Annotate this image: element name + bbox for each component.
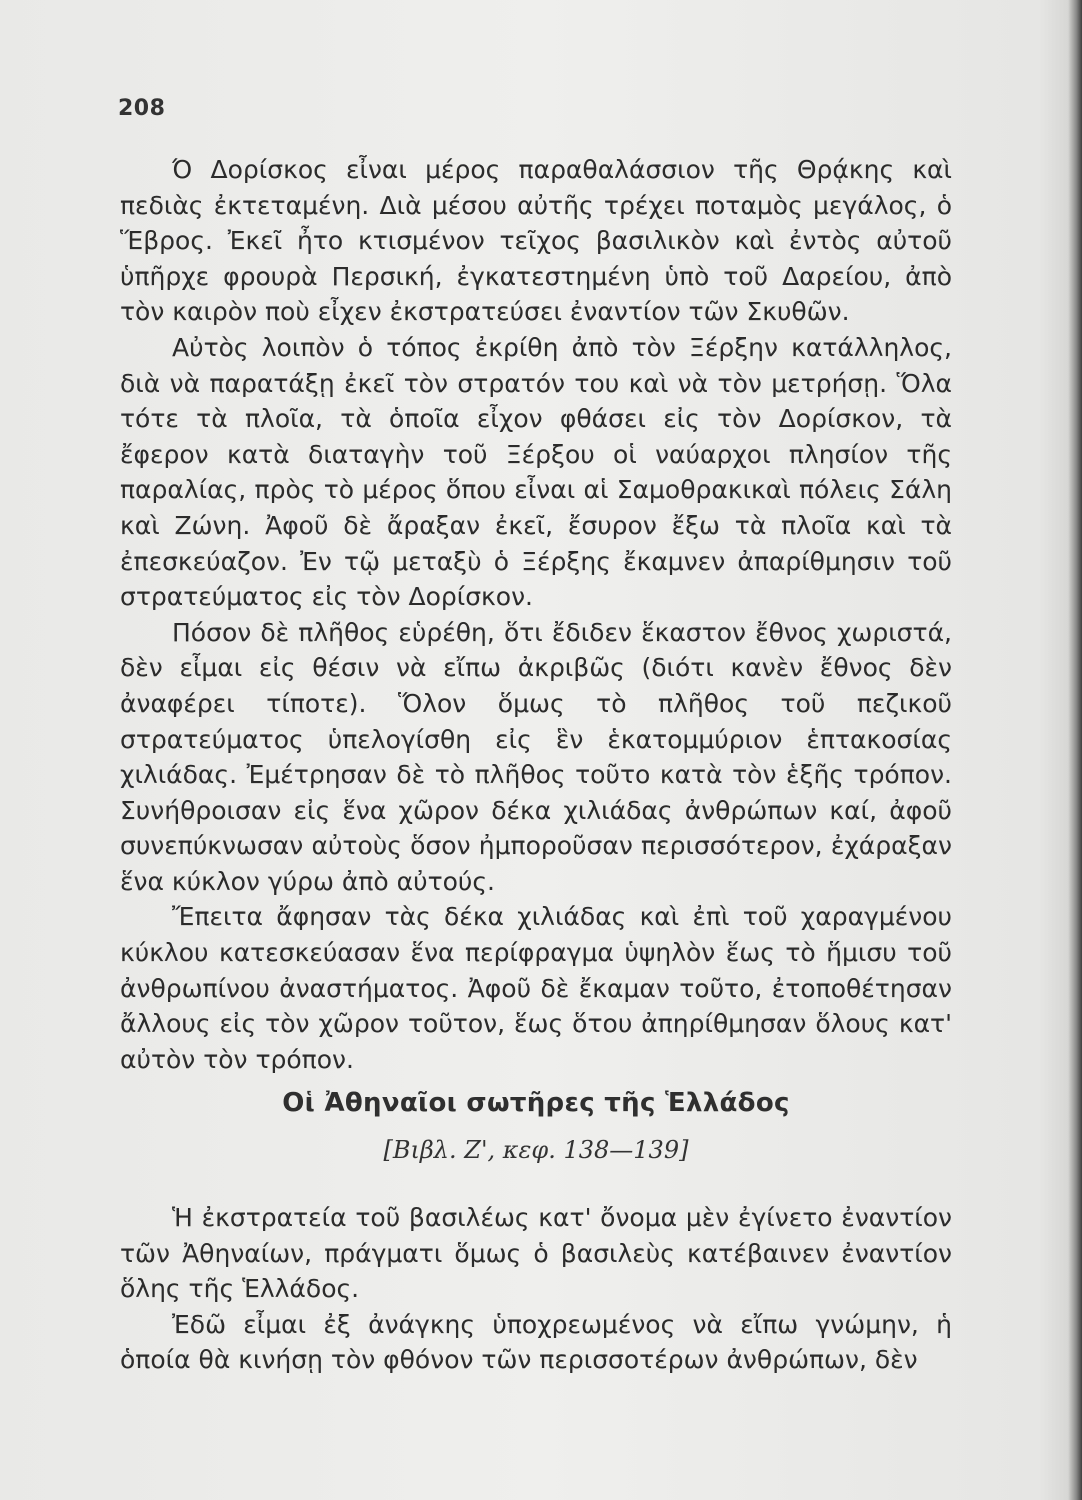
paragraph: Ἐδῶ εἶμαι ἐξ ἀνάγκης ὑποχρεωμένος νὰ εἴπω γνώμην, ἡ ὁποία θὰ κινήσῃ τὸν φθόνον τῶν περισσοτέρων ἀνθρώπων, δὲν (120, 1309, 952, 1375)
text-block-after-heading (120, 1200, 952, 1378)
paragraph: Ἡ ἐκστρατεία τοῦ βασιλέως κατ' ὄνομα μὲν ἐγίνετο ἐναντίον τῶν Ἀθηναίων, πράγματι ὅμως ὁ βασιλεὺς κατέβαινεν ἐναντίον ὅλης τῆς Ἑλλάδος. (120, 1203, 952, 1304)
page-number: 208 (118, 96, 166, 121)
paragraph: Ό Δορίσκος εἶναι μέρος παραθαλάσσιον τῆς Θρᾴκης καὶ πεδιὰς ἐκτεταμένη. Διὰ μέσου αὐτῆς τρέχει ποταμὸς μεγάλος, ὁ Ἕβρος. Ἐκεῖ ἦτο κτισμένον τεῖχος βασιλικὸν καὶ ἐντὸς αὐτοῦ ὑπῆρχε φρουρὰ Περσική, ἐγκατεστημένη ὑπὸ τοῦ Δαρείου, ἀπὸ τὸν καιρὸν ποὺ εἶχεν ἐκστρατεύσει ἐναντίον τῶν Σκυθῶν. (120, 155, 952, 327)
text-block-before-heading (120, 152, 952, 1077)
section-reference: [Βιβλ. Ζ', κεφ. 138—139] (383, 1136, 689, 1164)
paragraph: Πόσον δὲ πλῆθος εὑρέθη, ὅτι ἔδιδεν ἕκαστον ἔθνος χωριστά, δὲν εἶμαι εἰς θέσιν νὰ εἴπω ἀκριβῶς (διότι κανὲν ἔθνος δὲν ἀναφέρει τίποτε). Ὅλον ὅμως τὸ πλῆθος τοῦ πεζικοῦ στρατεύματος ὑπελογίσθη εἰς ἓν ἑκατομμύριον ἑπτακοσίας χιλιάδας. Ἐμέτρησαν δὲ τὸ πλῆθος τοῦτο κατὰ τὸν ἑξῆς τρόπον. Συνήθροισαν εἰς ἕνα χῶρον δέκα χιλιάδας ἀνθρώπων καί, ἀφοῦ συνεπύκνωσαν αὐτοὺς ὅσον ἠμποροῦσαν περισσότερον, ἐχάραξαν ἕνα κύκλον γύρω ἀπὸ αὐτούς. (120, 617, 952, 896)
section-heading: Οἱ Ἀθηναῖοι σωτῆρες τῆς Ἑλλάδος (282, 1088, 790, 1118)
paragraph: Αὐτὸς λοιπὸν ὁ τόπος ἐκρίθη ἀπὸ τὸν Ξέρξην κατάλληλος, διὰ νὰ παρατάξῃ ἐκεῖ τὸν στρατόν του καὶ νὰ τὸν μετρήσῃ. Ὅλα τότε τὰ πλοῖα, τὰ ὁποῖα εἶχον φθάσει εἰς τὸν Δορίσκον, τὰ ἔφερον κατὰ διαταγὴν τοῦ Ξέρξου οἱ ναύαρχοι πλησίον τῆς παραλίας, πρὸς τὸ μέρος ὅπου εἶναι αἱ Σαμοθρακικαὶ πόλεις Σάλη καὶ Ζώνη. Ἀφοῦ δὲ ἄραξαν ἐκεῖ, ἔσυρον ἔξω τὰ πλοῖα καὶ τὰ ἐπεσκεύαζον. Ἐν τῷ μεταξὺ ὁ Ξέρξης ἔκαμνεν ἀπαρίθμησιν τοῦ στρατεύματος εἰς τὸν Δορίσκον. (120, 332, 952, 612)
page-edge-shadow (1068, 0, 1082, 1500)
paragraph: Ἔπειτα ἄφησαν τὰς δέκα χιλιάδας καὶ ἐπὶ τοῦ χαραγμένου κύκλου κατεσκεύασαν ἕνα περίφραγμα ὑψηλὸν ἕως τὸ ἥμισυ τοῦ ἀνθρωπίνου ἀναστήματος. Ἀφοῦ δὲ ἔκαμαν τοῦτο, ἐτοποθέτησαν ἄλλους εἰς τὸν χῶρον τοῦτον, ἕως ὅτου ἀπηρίθμησαν ὅλους κατ' αὐτὸν τὸν τρόπον. (120, 902, 952, 1074)
